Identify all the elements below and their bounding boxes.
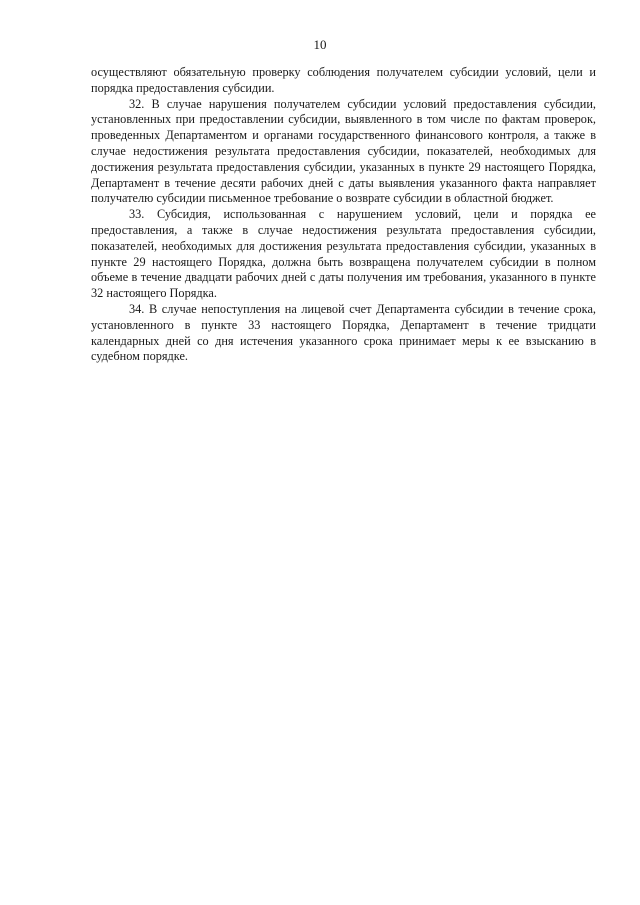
paragraph-33: 33. Субсидия, использованная с нарушением условий, цели и порядка ее предоставления, а также в случае недостижения результата предоставления субсидии, показателей, необходимых для достижения результата предоставления субсидии, указанных в пункте 29 настоящего Порядка, должна быть возвращена получателем субсидии в полном объеме в течение двадцати рабочих дней с даты получения им требования, указанного в пункте 32 настоящего Порядка. xyxy=(91,207,596,301)
paragraph-34: 34. В случае непоступления на лицевой счет Департамента субсидии в течение срока, установленного в пункте 33 настоящего Порядка, Департамент в течение тридцати календарных дней со дня истечения указанного срока принимает меры к ее взысканию в судебном порядке. xyxy=(91,301,596,364)
page-number: 10 xyxy=(313,37,327,52)
paragraph-32: 32. В случае нарушения получателем субсидии условий предоставления субсидии, установленных при предоставлении субсидии, выявленного в том числе по фактам проверок, проведенных Департаментом и органами государственного финансового контроля, а также в случае недостижения результата предоставления субсидии, показателей, необходимых для достижения результата предоставления субсидии, указанных в пункте 29 настоящего Порядка, Департамент в течение десяти рабочих дней с даты выявления указанного факта направляет получателю субсидии письменное требование о возврате субсидии в областной бюджет. xyxy=(91,96,596,206)
document-body xyxy=(91,65,596,365)
paragraph-continuation: осуществляют обязательную проверку соблюдения получателем субсидии условий, цели и порядка предоставления субсидии. xyxy=(91,65,596,95)
